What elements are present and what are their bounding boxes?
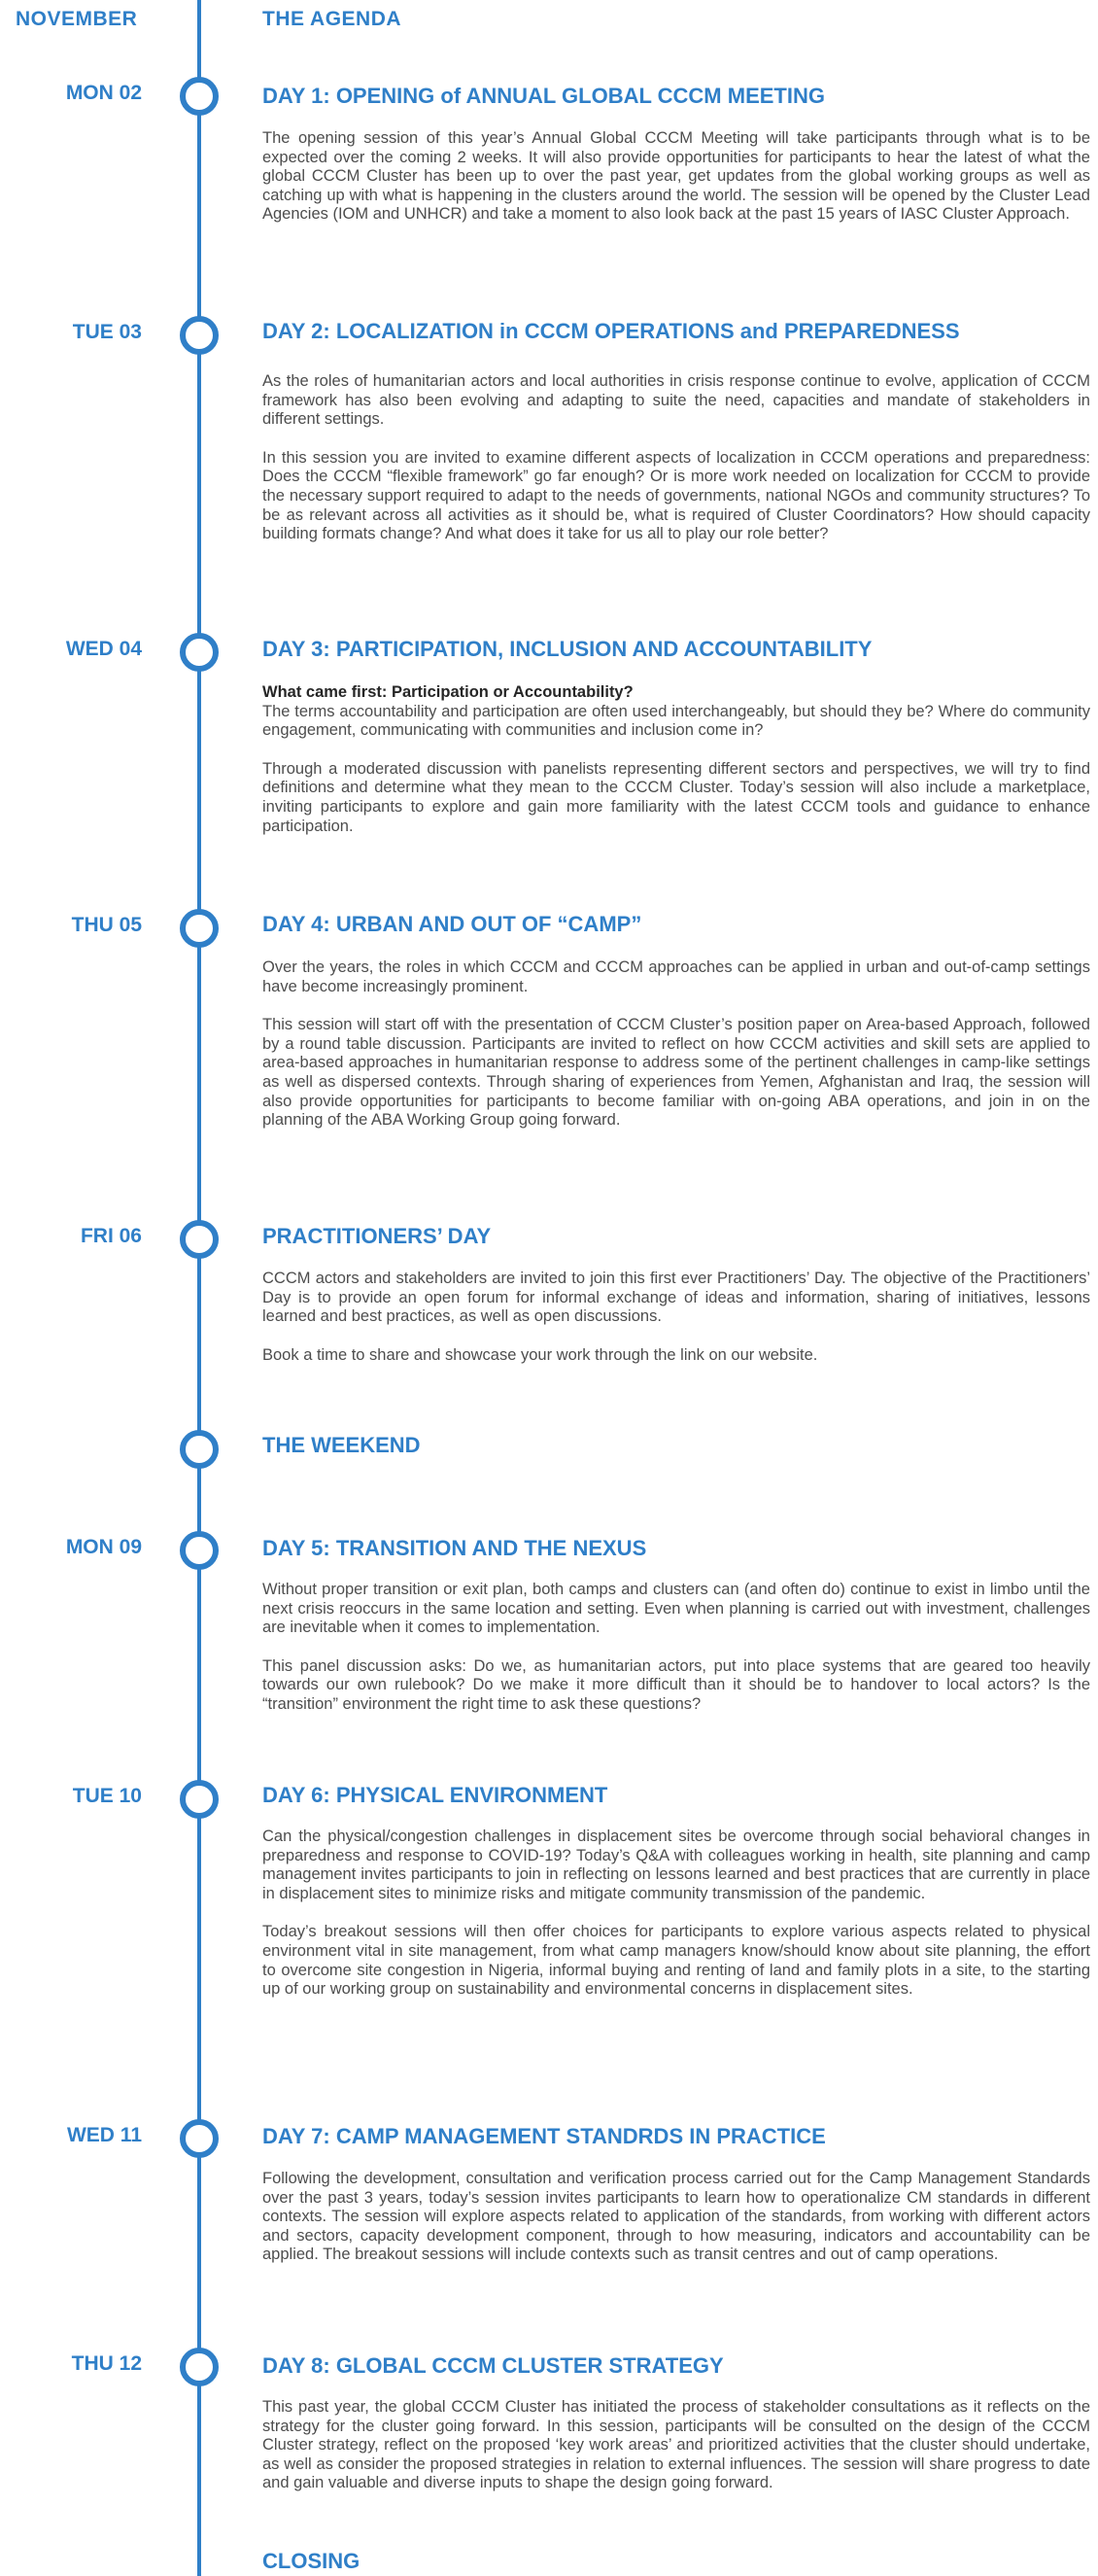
day-title: DAY 3: PARTICIPATION, INCLUSION AND ACCOUNTABILITY [262,637,873,661]
day-title: PRACTITIONERS’ DAY [262,1224,492,1248]
day-paragraph: This past year, the global CCCM Cluster has initiated the process of stakeholder consultations as it reflects on the strategy for the cluster going forward. In this session, participants will be consulted on the design of the CCCM Cluster strategy, reflect on the proposed ‘key work areas’ and prioritized activities that the cluster should undertake, as well as consider the proposed strategies in relation to external influences. The session will share progress to date and gain valuable and diverse inputs to shape the design going forward. [262,2398,1090,2492]
timeline-node-icon [180,1780,219,1819]
day-subtitle: What came first: Participation or Accountability? [262,683,634,701]
day-paragraph: As the roles of humanitarian actors and local authorities in crisis response continue to evolve, application of CCCM framework has also been evolving and adapting to suite the need, capacities and mandate of stakeholders in different settings. [262,372,1090,429]
timeline-node-icon [180,2348,219,2386]
day-title: THE WEEKEND [262,1433,421,1457]
day-title: DAY 6: PHYSICAL ENVIRONMENT [262,1783,608,1807]
day-date: TUE 10 [72,1785,142,1807]
day-title: DAY 5: TRANSITION AND THE NEXUS [262,1536,647,1560]
day-description [262,683,1090,855]
timeline-node-icon [180,316,219,355]
day-description [262,1581,1090,1734]
day-description [262,2398,1090,2513]
day-date: FRI 06 [80,1225,142,1247]
day-title: DAY 4: URBAN AND OUT OF “CAMP” [262,912,642,936]
day-paragraph: Can the physical/congestion challenges in displacement sites be overcome through social behavioral changes in preparedness and response to COVID-19? Today’s Q&A with colleagues working in health, site planning and camp management invites participants to join in reflecting on lessons learned and best practices that are currently in place in displacement sites to minimize risks and mitigate community transmission of the pandemic. [262,1828,1090,1902]
day-date: MON 02 [65,82,142,104]
timeline-node-icon [180,909,219,948]
timeline-node-icon [180,1220,219,1259]
day-paragraph: CCCM actors and stakeholders are invited to join this first ever Practitioners’ Day. The objective of the Practitioners’ Day is to provide an open forum for informal exchange of ideas and information, sharing of initiatives, lessons learned and best practices, as well as open discussions. [262,1270,1090,1326]
day-paragraph: The opening session of this year’s Annual Global CCCM Meeting will take participants through what is to be expected over the coming 2 weeks. It will also provide opportunities for participants to hear the latest of what the global CCCM Cluster has been up to over the past year, get updates from the global working groups as well as catching up with what is happening in the clusters around the world. The session will be opened by the Cluster Lead Agencies (IOM and UNHCR) and take a moment to also look back at the past 15 years of IASC Cluster Approach. [262,129,1090,224]
day-paragraph: Through a moderated discussion with panelists representing different sectors and perspectives, we will try to find definitions and determine what they mean to the CCCM Cluster. Today’s session will also include a marketplace, inviting participants to explore and gain more familiarity with the latest CCCM tools and guidance to enhance participation. [262,759,1090,835]
closing-title: CLOSING [262,2549,360,2573]
day-title: DAY 7: CAMP MANAGEMENT STANDRDS IN PRACTICE [262,2124,826,2148]
day-title: DAY 2: LOCALIZATION in CCCM OPERATIONS and PREPAREDNESS [262,319,960,343]
timeline-node-icon [180,2119,219,2158]
day-title: DAY 1: OPENING of ANNUAL GLOBAL CCCM MEETING [262,84,825,108]
day-description [262,958,1090,1150]
day-date: MON 09 [65,1536,142,1558]
day-paragraph: Over the years, the roles in which CCCM and CCCM approaches can be applied in urban and out-of-camp settings have become increasingly prominent. [262,958,1090,995]
day-paragraph: This panel discussion asks: Do we, as humanitarian actors, put into place systems that are geared too heavily towards our own rulebook? Do we make it more difficult than it should be to handover to local actors? Is the “transition” environment the right time to ask these questions? [262,1656,1090,1713]
day-date: WED 11 [66,2124,142,2146]
agenda-header: THE AGENDA [262,8,402,30]
month-header: NOVEMBER [16,8,138,30]
day-description [262,1828,1090,2019]
day-paragraph: This session will start off with the presentation of CCCM Cluster’s position paper on Area-based Approach, followed by a round table discussion. Participants are invited to reflect on how CCCM activities and skill sets are applied to area-based approaches in humanitarian response to address some of the pertinent challenges in camp-like settings as well as dispersed contexts. Through sharing of experiences from Yemen, Afghanistan and Iraq, the session will also provide opportunities for participants to become familiar with on-going ABA operations, and join in on the planning of the ABA Working Group going forward. [262,1016,1090,1130]
timeline-node-icon [180,1531,219,1570]
timeline-node-icon [180,77,219,116]
day-title: DAY 8: GLOBAL CCCM CLUSTER STRATEGY [262,2353,724,2378]
day-description [262,2170,1090,2284]
day-description [262,129,1090,244]
day-date: WED 04 [65,638,142,660]
day-paragraph: Today’s breakout sessions will then offer choices for participants to explore various aspects related to physical environment vital in site management, from what camp managers know/should know about site planning, the effort to overcome site congestion in Nigeria, informal buying and renting of land and family plots in a site, to the starting up of our working group on sustainability and environmental concerns in displacement sites. [262,1923,1090,1999]
day-date: TUE 03 [72,321,142,343]
day-description [262,1270,1090,1384]
day-paragraph: In this session you are invited to examine different aspects of localization in CCCM operations and preparedness: Does the CCCM “flexible framework” go far enough? Or is more work needed on localization for CCCM to provide the necessary support required to adapt to the needs of governments, national NGOs and community structures? To be as relevant across all activities as it should be, what is required of Cluster Coordinators? How should capacity building formats change? And what does it take for us all to play our role better? [262,448,1090,543]
day-paragraph: The terms accountability and participation are often used interchangeably, but should they be? Where do community engagement, communicating with communities and inclusion come in? [262,702,1090,740]
day-paragraph: Without proper transition or exit plan, both camps and clusters can (and often do) continue to exist in limbo until the next crisis reoccurs in the same location and setting. Even when planning is carried out with investment, challenges are inevitable when it comes to implementation. [262,1581,1090,1637]
day-description [262,372,1090,564]
day-date: THU 05 [71,914,142,936]
day-paragraph: Book a time to share and showcase your work through the link on our website. [262,1345,818,1364]
day-date: THU 12 [71,2352,142,2375]
day-paragraph: Following the development, consultation and verification process carried out for the Camp Management Standards over the past 3 years, today’s session invites participants to learn how to operationalize CM standards in different contexts. The session will explore aspects related to application of the standards, from working with different actors and sectors, capacity development component, through to how measuring, indicators and accountability can be applied. The breakout sessions will include contexts such as transit centres and out of camp operations. [262,2170,1090,2264]
timeline-line [197,0,201,2576]
timeline-node-icon [180,1430,219,1469]
timeline-node-icon [180,633,219,672]
